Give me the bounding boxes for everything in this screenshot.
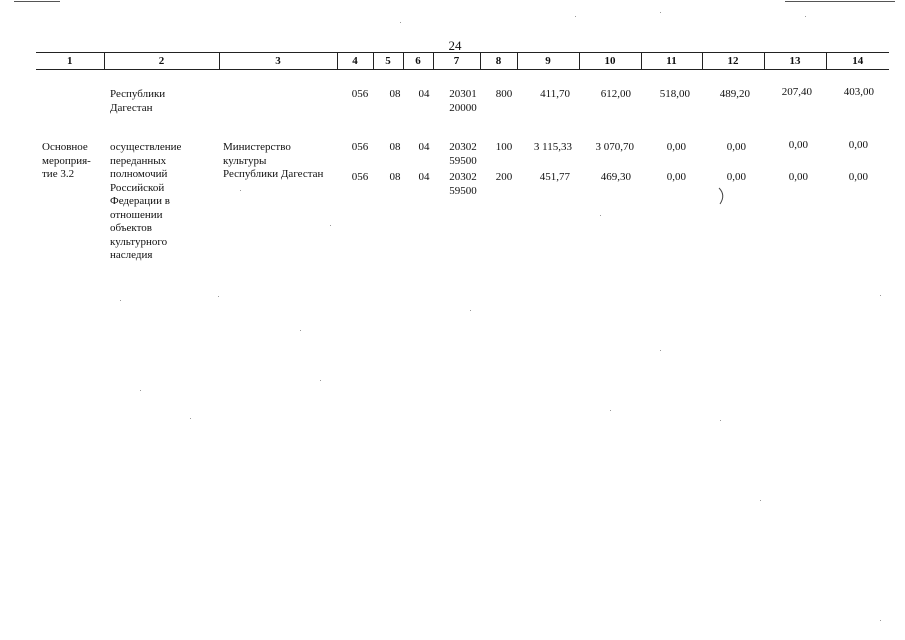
value-col-14: 0,00 [848,139,868,151]
value-col-13: 207,40 [781,86,812,98]
col-header-3: 3 [219,53,337,70]
value-col-11: 0,00 [666,141,686,153]
col-header-4: 4 [337,53,373,70]
activity-name-cell: осуществление переданных полномочий Российской Федерации в отношении объектов культурного наследия [110,141,182,261]
value-col-12: 0,00 [726,171,746,183]
value-col-9: 3 115,33 [533,141,572,153]
value-col-10: 469,30 [600,171,631,183]
code-csr-cell: 20301 20000 [449,88,477,114]
col-header-8: 8 [480,53,517,70]
col-header-11: 11 [641,53,702,70]
pen-mark [716,186,728,206]
code-grbs-cell: 056 [351,141,369,153]
code-rz-cell: 08 [389,171,401,183]
code-rz-cell: 08 [389,88,401,100]
code-grbs-cell: 056 [351,171,369,183]
col-header-10: 10 [579,53,641,70]
value-col-12: 489,20 [719,88,750,100]
scan-edge-top-left [14,1,60,2]
code-vr-cell: 800 [495,88,513,100]
col-header-6: 6 [403,53,433,70]
col-header-13: 13 [764,53,826,70]
code-pr-cell: 04 [418,141,430,153]
value-col-14: 0,00 [848,171,868,183]
page-number: 24 [448,38,462,53]
code-csr-cell: 20302 59500 [449,141,477,167]
code-csr-cell: 20302 59500 [449,171,477,197]
value-col-9: 451,77 [539,171,570,183]
code-grbs-cell: 056 [351,88,369,100]
code-vr-cell: 100 [495,141,513,153]
value-col-14: 403,00 [843,86,874,98]
value-col-12: 0,00 [726,141,746,153]
code-pr-cell: 04 [418,88,430,100]
value-col-13: 0,00 [788,171,808,183]
code-pr-cell: 04 [418,171,430,183]
value-col-11: 0,00 [666,171,686,183]
col-header-1: 1 [36,53,104,70]
scan-edge-top-right [785,1,895,2]
value-col-11: 518,00 [659,88,690,100]
header-row [36,53,889,70]
executor-name-cell: Республики Дагестан [110,88,166,114]
code-rz-cell: 08 [389,141,401,153]
value-col-9: 411,70 [540,88,570,100]
value-col-10: 612,00 [600,88,631,100]
col-header-9: 9 [517,53,579,70]
col-header-14: 14 [826,53,889,70]
col-header-7: 7 [433,53,480,70]
code-vr-cell: 200 [495,171,513,183]
value-col-10: 3 070,70 [595,141,634,153]
executor-name-cell: Министерство культуры Республики Дагестан [223,141,324,180]
value-col-13: 0,00 [788,139,808,151]
column-number-header [36,52,889,70]
col-header-2: 2 [104,53,219,70]
col-header-12: 12 [702,53,764,70]
activity-number-cell: Основное мероприя- тие 3.2 [42,141,91,180]
col-header-5: 5 [373,53,403,70]
